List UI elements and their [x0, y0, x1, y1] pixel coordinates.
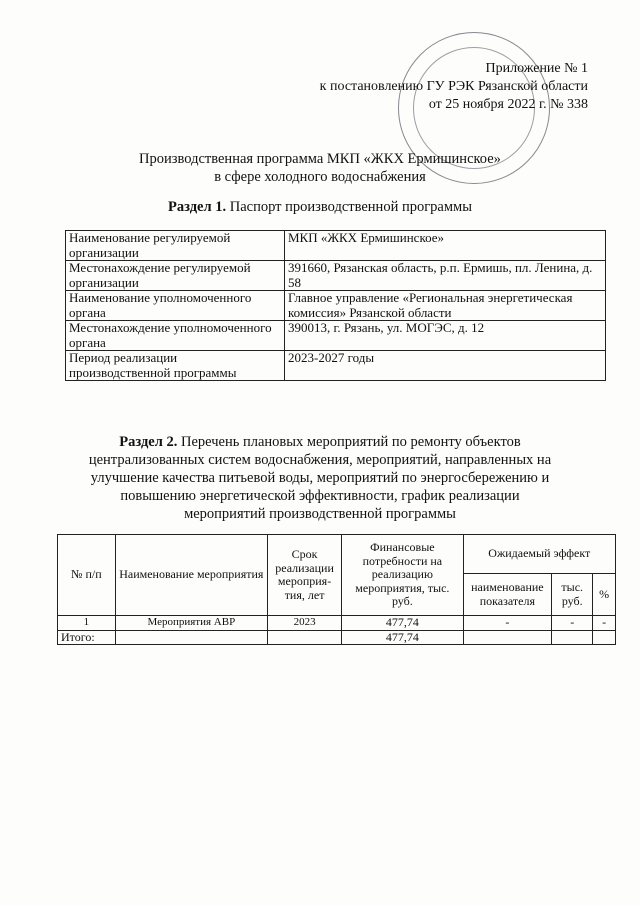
header-name: Наименование мероприятия [115, 535, 267, 616]
section2-heading [0, 433, 640, 523]
section1-label: Раздел 1. [168, 199, 227, 215]
header-indicator: наименование показателя [463, 574, 552, 616]
header-num: № п/п [58, 535, 116, 616]
passport-table [65, 230, 606, 381]
passport-name-cell: Наименование уполномоченного органа [66, 291, 285, 321]
passport-name-cell: Местонахождение регулируемой организации [66, 261, 285, 291]
passport-value-cell: Главное управление «Региональная энергетическая комиссия» Рязанской области [285, 291, 606, 321]
header-thousand: тыс. руб. [552, 574, 593, 616]
cell-finance: 477,74 [342, 616, 463, 631]
passport-name-cell: Период реализации производственной программы [66, 351, 285, 381]
table-row [66, 351, 606, 381]
table-total-row [58, 630, 616, 645]
cell-thousand: - [552, 616, 593, 631]
header-effect: Ожидаемый эффект [463, 535, 615, 574]
cell-num: 1 [58, 616, 116, 631]
table-header-row [58, 535, 616, 574]
total-empty [552, 630, 593, 645]
section2-line-5: мероприятий производственной программы [184, 506, 456, 522]
section2-line-3: улучшение качества питьевой воды, мероприятий по энергосбережению и [90, 470, 550, 486]
annex-block [320, 60, 588, 114]
table-row [58, 616, 616, 631]
passport-name-cell: Местонахождение уполномоченного органа [66, 321, 285, 351]
table-row [66, 261, 606, 291]
section2-line-1-text: Перечень плановых мероприятий по ремонту объектов [180, 434, 521, 450]
annex-line-2: к постановлению ГУ РЭК Рязанской области [319, 79, 588, 94]
header-finance: Финансовые потребности на реализацию мероприятия, тыс. руб. [342, 535, 463, 616]
annex-line-3: от 25 ноября 2022 г. № 338 [428, 97, 588, 112]
section2-label: Раздел 2. [119, 434, 178, 450]
total-empty [115, 630, 267, 645]
annex-line-1: Приложение № 1 [485, 61, 588, 76]
passport-value-cell: МКП «ЖКХ Ермишинское» [285, 231, 606, 261]
cell-term: 2023 [268, 616, 342, 631]
section2-line-2: централизованных систем водоснабжения, мероприятий, направленных на [88, 452, 552, 468]
passport-value-cell: 2023-2027 годы [285, 351, 606, 381]
passport-value-cell: 390013, г. Рязань, ул. МОГЭС, д. 12 [285, 321, 606, 351]
header-percent: % [593, 574, 616, 616]
cell-indicator: - [463, 616, 552, 631]
total-empty [268, 630, 342, 645]
passport-value-cell: 391660, Рязанская область, р.п. Ермишь, пл. Ленина, д. 58 [285, 261, 606, 291]
passport-name-cell: Наименование регулируемой организации [66, 231, 285, 261]
section2-line-1 [0, 433, 640, 451]
title-line-2: в сфере холодного водоснабжения [214, 169, 426, 185]
total-label: Итого: [58, 630, 116, 645]
cell-name: Мероприятия АВР [115, 616, 267, 631]
plan-table [57, 534, 616, 645]
title-line-1: Производственная программа МКП «ЖКХ Ермишинское» [139, 151, 501, 167]
total-empty [593, 630, 616, 645]
header-term: Срок реализации мероприя-тия, лет [268, 535, 342, 616]
table-row [66, 231, 606, 261]
cell-percent: - [593, 616, 616, 631]
total-empty [463, 630, 552, 645]
total-finance: 477,74 [342, 630, 463, 645]
table-row [66, 321, 606, 351]
section1-text: Паспорт производственной программы [229, 199, 472, 215]
document-title [0, 150, 640, 186]
section2-line-4: повышению энергетической эффективности, график реализации [120, 488, 520, 504]
section1-heading [0, 198, 640, 216]
table-row [66, 291, 606, 321]
